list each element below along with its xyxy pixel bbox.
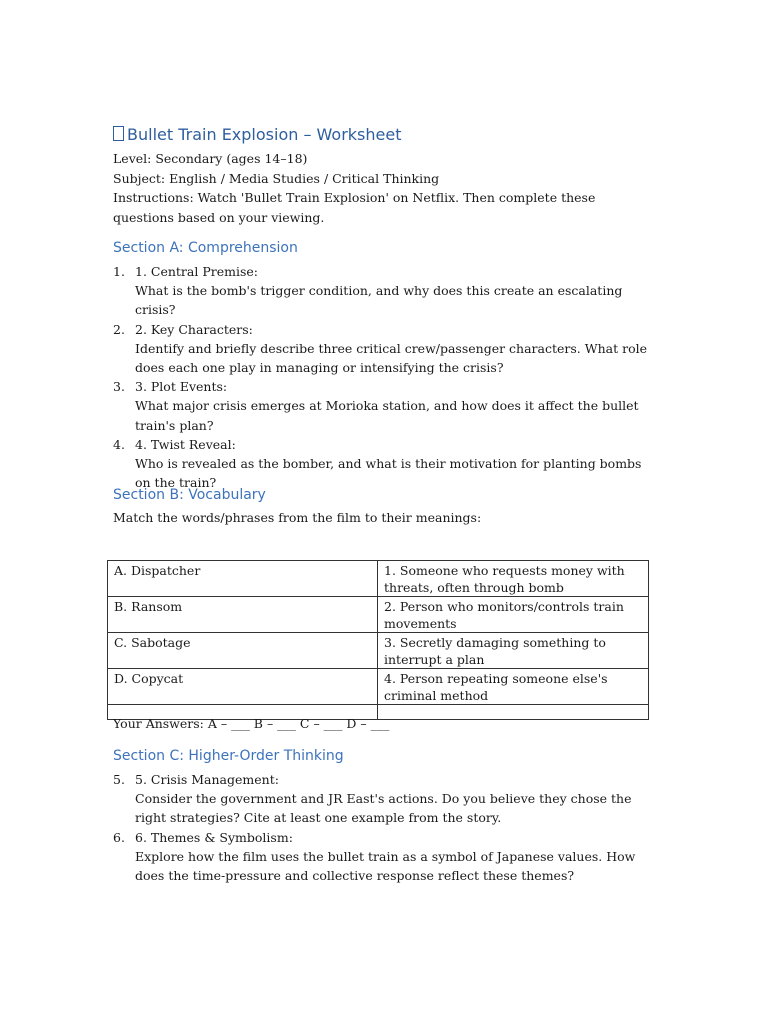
term-cell: C. Sabotage — [108, 633, 378, 669]
question-title: 4. Twist Reveal: — [135, 436, 236, 452]
worksheet-meta — [113, 149, 643, 227]
subject-line: Subject: English / Media Studies / Critical Thinking — [113, 170, 440, 186]
meaning-cell: 3. Secretly damaging something to interrupt a plan — [378, 633, 649, 669]
question-item: 6. 6. Themes & Symbolism: Explore how the film uses the bullet train as a symbol of Japanese values. How does the time-pressure and collective response reflect these themes? — [113, 828, 653, 886]
table-row — [108, 597, 649, 633]
question-title: 6. Themes & Symbolism: — [135, 829, 293, 845]
question-text: What major crisis emerges at Morioka station, and how does it affect the bullet train's plan? — [135, 398, 639, 433]
question-title: 2. Key Characters: — [135, 321, 253, 337]
question-item: 4. 4. Twist Reveal: Who is revealed as the bomber, and what is their motivation for planting bombs on the train? — [113, 435, 653, 493]
term-cell: B. Ransom — [108, 597, 378, 633]
instructions-line: Instructions: Watch 'Bullet Train Explosion' on Netflix. Then complete these questions based on your viewing. — [113, 190, 596, 225]
section-b-heading: Section B: Vocabulary — [113, 487, 266, 503]
answers-line: Your Answers: A – ___ B – ___ C – ___ D – ___ — [113, 716, 390, 731]
question-item: 1. 1. Central Premise: What is the bomb's trigger condition, and why does this create an escalating crisis? — [113, 262, 653, 320]
section-a-heading: Section A: Comprehension — [113, 240, 298, 256]
question-text: Consider the government and JR East's actions. Do you believe they chose the right strategies? Cite at least one example from the story. — [135, 791, 632, 826]
section-c-heading: Section C: Higher-Order Thinking — [113, 748, 344, 764]
meaning-cell: 4. Person repeating someone else's criminal method — [378, 669, 649, 705]
vocab-instruction: Match the words/phrases from the film to their meanings: — [113, 510, 482, 525]
question-title: 1. Central Premise: — [135, 264, 258, 279]
question-item: 5. 5. Crisis Management: Consider the government and JR East's actions. Do you believe they chose the right strategies? Cite at least one example from the story. — [113, 770, 653, 828]
question-item: 3. 3. Plot Events: What major crisis emerges at Morioka station, and how does it affect the bullet train's plan? — [113, 377, 653, 435]
missing-glyph-icon — [113, 126, 124, 141]
level-line: Level: Secondary (ages 14–18) — [113, 151, 308, 166]
meaning-cell: 1. Someone who requests money with threats, often through bomb — [378, 561, 649, 597]
table-row — [108, 669, 649, 705]
term-cell: D. Copycat — [108, 669, 378, 705]
vocabulary-table — [107, 560, 649, 720]
question-title: 3. Plot Events: — [135, 379, 228, 395]
section-a-questions — [113, 262, 653, 492]
question-text: Identify and briefly describe three critical crew/passenger characters. What role does each one play in managing or intensifying the crisis? — [135, 340, 647, 376]
question-item: 2. 2. Key Characters: Identify and briefly describe three critical crew/passenger characters. What role does each one play in managing or intensifying the crisis? — [113, 320, 653, 378]
question-text: Who is revealed as the bomber, and what is their motivation for planting bombs on the train? — [135, 456, 642, 491]
question-text: What is the bomb's trigger condition, and why does this create an escalating crisis? — [135, 283, 623, 318]
term-cell: A. Dispatcher — [108, 561, 378, 597]
empty-cell — [378, 705, 649, 720]
section-c-questions — [113, 770, 653, 885]
worksheet-title: Bullet Train Explosion – Worksheet — [113, 125, 402, 144]
question-text: Explore how the film uses the bullet train as a symbol of Japanese values. How does the time-pressure and collective response reflect these themes? — [135, 848, 636, 884]
meaning-cell: 2. Person who monitors/controls train movements — [378, 597, 649, 633]
table-row — [108, 561, 649, 597]
table-row — [108, 633, 649, 669]
question-title: 5. Crisis Management: — [135, 772, 279, 787]
